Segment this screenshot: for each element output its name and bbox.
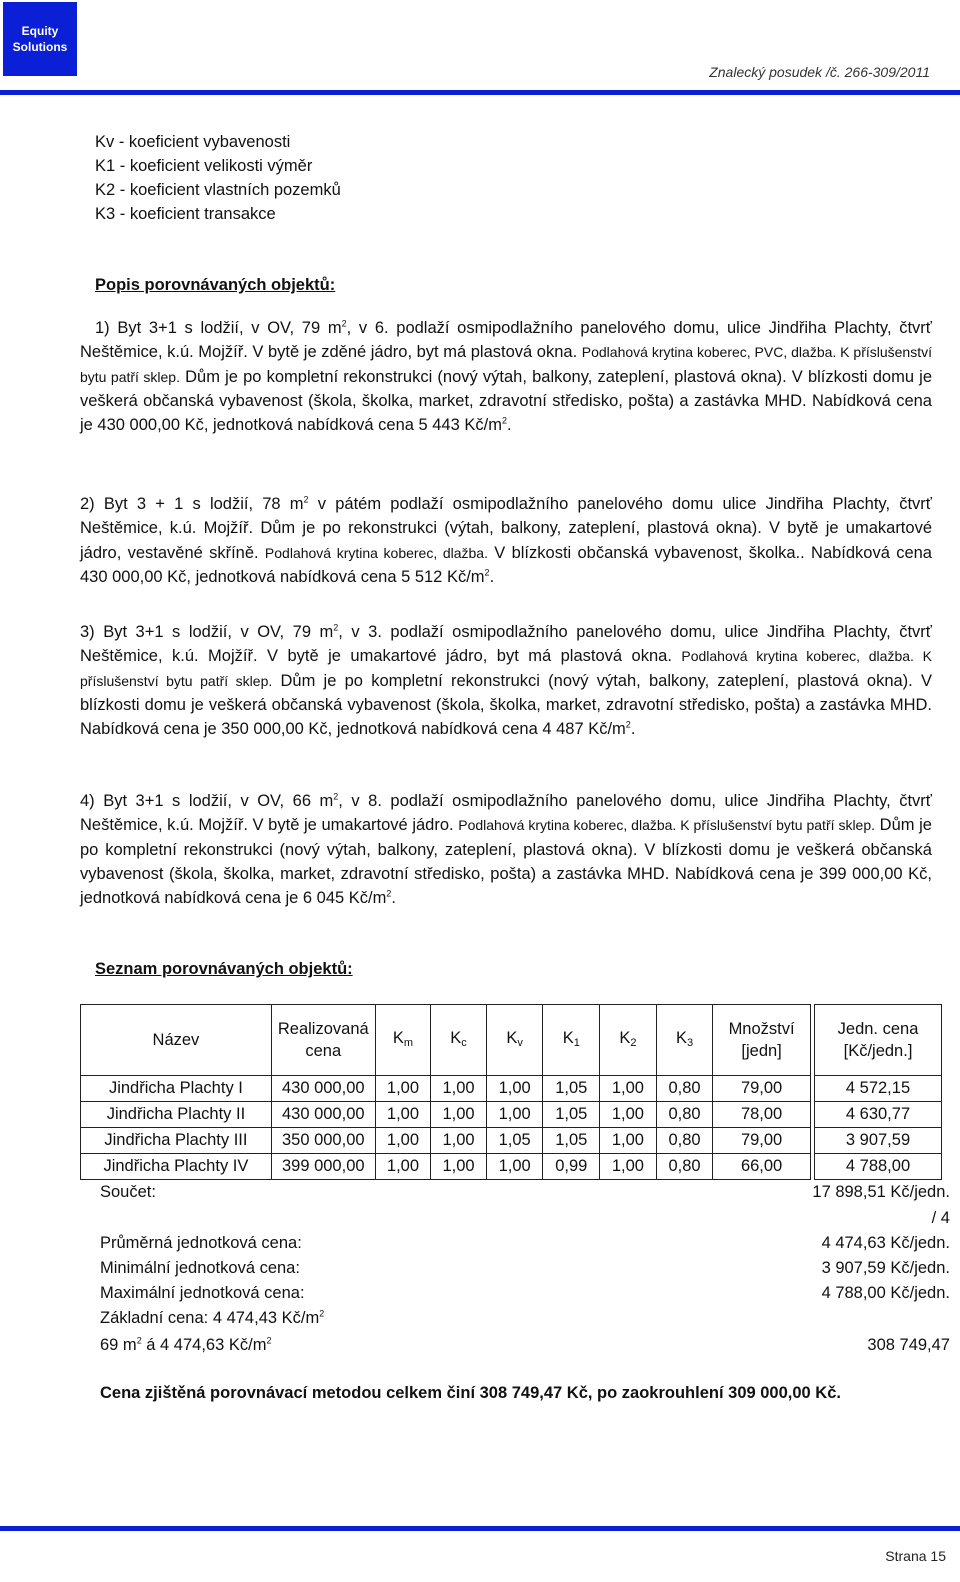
summary-average-row — [100, 1231, 950, 1255]
object-description-2: 2) Byt 3 + 1 s lodžií, 78 $m^2$ v pátém podlaží osmipodlažního panelového domu ulice Jindřiha Plachty, čtvrť Neštěmice, k.ú. Mojžíř. Dům je po rekonstrukci (výtah, balkony, zateplení, plastová okna). V bytě je umakartové jádro, vestavěné skříně. Podlahová krytina koberec, dlažba. V blízkosti občanská vybavenost, školka.. Nabídková cena 430 000,00 Kč, jednotková nabídková cena 5 512 $Kč/m^2$. — [80, 494, 932, 586]
cell-mnozstvi: 66,00 — [713, 1154, 811, 1180]
cell-k2: 1,00 — [600, 1128, 657, 1154]
company-logo — [3, 2, 77, 76]
calc-formula: 69 $m^2$ á 4 474,63 $Kč/m^2$ — [100, 1335, 272, 1354]
popis-title: Popis porovnávaných objektů: — [95, 276, 336, 294]
cell-k1: 0,99 — [543, 1154, 600, 1180]
cell-kv: 1,00 — [486, 1102, 543, 1128]
header-km: $K_m$ — [375, 1005, 431, 1076]
cell-nazev: Jindřicha Plachty II — [81, 1102, 272, 1128]
coefficient-legend — [95, 130, 341, 226]
logo-line-1: Equity — [21, 24, 59, 38]
cell-k2: 1,00 — [600, 1076, 657, 1102]
cell-km: 1,00 — [375, 1076, 431, 1102]
summary-calc-row — [100, 1333, 950, 1357]
summary-max-row — [100, 1281, 950, 1305]
table-row — [81, 1154, 942, 1180]
average-label: Průměrná jednotková cena: — [100, 1234, 302, 1252]
cell-kc: 1,00 — [431, 1102, 487, 1128]
cell-km: 1,00 — [375, 1102, 431, 1128]
report-reference: Znalecký posudek /č. 266-309/2011 — [709, 64, 930, 80]
cell-km: 1,00 — [375, 1154, 431, 1180]
cell-mnozstvi: 79,00 — [713, 1076, 811, 1102]
min-label: Minimální jednotková cena: — [100, 1259, 300, 1277]
cell-kv: 1,00 — [486, 1154, 543, 1180]
total-value: 17 898,51 Kč/jedn. — [812, 1183, 950, 1201]
max-value: 4 788,00 Kč/jedn. — [821, 1284, 950, 1302]
header-kc: $K_c$ — [431, 1005, 487, 1076]
legend-item: K3 - koeficient transakce — [95, 205, 276, 223]
legend-item: Kv - koeficient vybavenosti — [95, 133, 291, 151]
header-nazev: Název — [81, 1005, 272, 1076]
cell-mnozstvi: 79,00 — [713, 1128, 811, 1154]
cell-k3: 0,80 — [656, 1128, 713, 1154]
cell-cena: 399 000,00 — [271, 1154, 375, 1180]
cell-k3: 0,80 — [656, 1102, 713, 1128]
table-row — [81, 1076, 942, 1102]
cell-cena: 430 000,00 — [271, 1076, 375, 1102]
base-price: Základní cena: 4 474,43 $Kč/m^2$ — [100, 1308, 325, 1327]
comparison-table — [80, 1004, 942, 1180]
header-k3: $K_3$ — [656, 1005, 713, 1076]
legend-item: K1 - koeficient velikosti výměr — [95, 157, 313, 175]
summary-total-row — [100, 1180, 950, 1204]
max-label: Maximální jednotková cena: — [100, 1284, 305, 1302]
object-description-4: 4) Byt 3+1 s lodžií, v OV, 66 $m^2$, v 8. podlaží osmipodlažního panelového domu, ulice Jindřiha Plachty, čtvrť Neštěmice, k.ú. Mojžíř. V bytě je umakartové jádro. Podlahová krytina koberec, dlažba. K příslušenství bytu patří sklep. Dům je po kompletní rekonstrukci (nový výtah, balkony, zateplení, plastová okna). V blízkosti domu je veškerá občanská vybavenost (škola, školka, market, zdravotní středisko, pošta) a zastávka MHD. Nabídková cena je 399 000,00 Kč, jednotková nabídková cena je 6 045 $Kč/m^2$. — [80, 791, 932, 908]
calc-value: 308 749,47 — [867, 1336, 950, 1354]
header-mnozstvi: Množství [jedn] — [713, 1005, 811, 1076]
cell-k3: 0,80 — [656, 1154, 713, 1180]
header-jedn-cena: Jedn. cena [Kč/jedn.] — [815, 1005, 942, 1076]
summary-divisor-row — [100, 1206, 950, 1230]
footer-rule — [0, 1526, 960, 1531]
cell-kv: 1,05 — [486, 1128, 543, 1154]
cell-nazev: Jindřicha Plachty III — [81, 1128, 272, 1154]
legend-item: K2 - koeficient vlastních pozemků — [95, 181, 341, 199]
cell-kc: 1,00 — [431, 1076, 487, 1102]
cell-jedn-cena: 4 788,00 — [815, 1154, 942, 1180]
cell-k2: 1,00 — [600, 1102, 657, 1128]
cell-nazev: Jindřicha Plachty IV — [81, 1154, 272, 1180]
conclusion: Cena zjištěná porovnávací metodou celkem činí 308 749,47 Kč, po zaokrouhlení 309 000,00 Kč. — [100, 1384, 841, 1402]
cell-k2: 1,00 — [600, 1154, 657, 1180]
seznam-title: Seznam porovnávaných objektů: — [95, 960, 353, 978]
total-label: Součet: — [100, 1183, 156, 1201]
header-kv: $K_v$ — [486, 1005, 543, 1076]
min-value: 3 907,59 Kč/jedn. — [821, 1259, 950, 1277]
summary-min-row — [100, 1256, 950, 1280]
cell-jedn-cena: 4 572,15 — [815, 1076, 942, 1102]
table-row — [81, 1102, 942, 1128]
cell-cena: 350 000,00 — [271, 1128, 375, 1154]
cell-k3: 0,80 — [656, 1076, 713, 1102]
table-row — [81, 1128, 942, 1154]
cell-kv: 1,00 — [486, 1076, 543, 1102]
cell-jedn-cena: 4 630,77 — [815, 1102, 942, 1128]
summary-base-price-row — [100, 1306, 950, 1330]
header-realizovana-cena: Realizovaná cena — [271, 1005, 375, 1076]
cell-mnozstvi: 78,00 — [713, 1102, 811, 1128]
cell-nazev: Jindřicha Plachty I — [81, 1076, 272, 1102]
cell-jedn-cena: 3 907,59 — [815, 1128, 942, 1154]
header-rule — [0, 90, 960, 95]
page-number: Strana 15 — [885, 1548, 946, 1564]
cell-kc: 1,00 — [431, 1154, 487, 1180]
object-description-1: 1) Byt 3+1 s lodžií, v OV, 79 $m^2$, v 6. podlaží osmipodlažního panelového domu, ulice Jindřiha Plachty, čtvrť Neštěmice, k.ú. Mojžíř. V bytě je zděné jádro, byt má plastová okna. Podlahová krytina koberec, PVC, dlažba. K příslušenství bytu patří sklep. Dům je po kompletní rekonstrukci (nový výtah, balkony, zateplení, plastová okna). V blízkosti domu je veškerá občanská vybavenost (škola, školka, market, zdravotní středisko, pošta) a zastávka MHD. Nabídková cena je 430 000,00 Kč, jednotková nabídková cena 5 443 $Kč/m^2$. — [80, 318, 932, 435]
cell-kc: 1,00 — [431, 1128, 487, 1154]
cell-km: 1,00 — [375, 1128, 431, 1154]
divisor-value: / 4 — [931, 1209, 950, 1227]
header-k1: $K_1$ — [543, 1005, 600, 1076]
logo-line-2: Solutions — [12, 40, 68, 54]
object-description-3: 3) Byt 3+1 s lodžií, v OV, 79 $m^2$, v 3. podlaží osmipodlažního panelového domu, ulice Jindřiha Plachty, čtvrť Neštěmice, k.ú. Mojžíř. V bytě je umakartové jádro, byt má plastová okna. Podlahová krytina koberec, dlažba. K příslušenství bytu patří sklep. Dům je po kompletní rekonstrukci (nový výtah, balkony, zateplení, plastová okna). V blízkosti domu je veškerá občanská vybavenost (škola, školka, market, zdravotní středisko, pošta) a zastávka MHD. Nabídková cena je 350 000,00 Kč, jednotková nabídková cena 4 487 $Kč/m^2$. — [80, 622, 932, 739]
header-k2: $K_2$ — [600, 1005, 657, 1076]
cell-k1: 1,05 — [543, 1076, 600, 1102]
cell-cena: 430 000,00 — [271, 1102, 375, 1128]
table-header-row — [81, 1005, 942, 1076]
cell-k1: 1,05 — [543, 1128, 600, 1154]
average-value: 4 474,63 Kč/jedn. — [821, 1234, 950, 1252]
cell-k1: 1,05 — [543, 1102, 600, 1128]
